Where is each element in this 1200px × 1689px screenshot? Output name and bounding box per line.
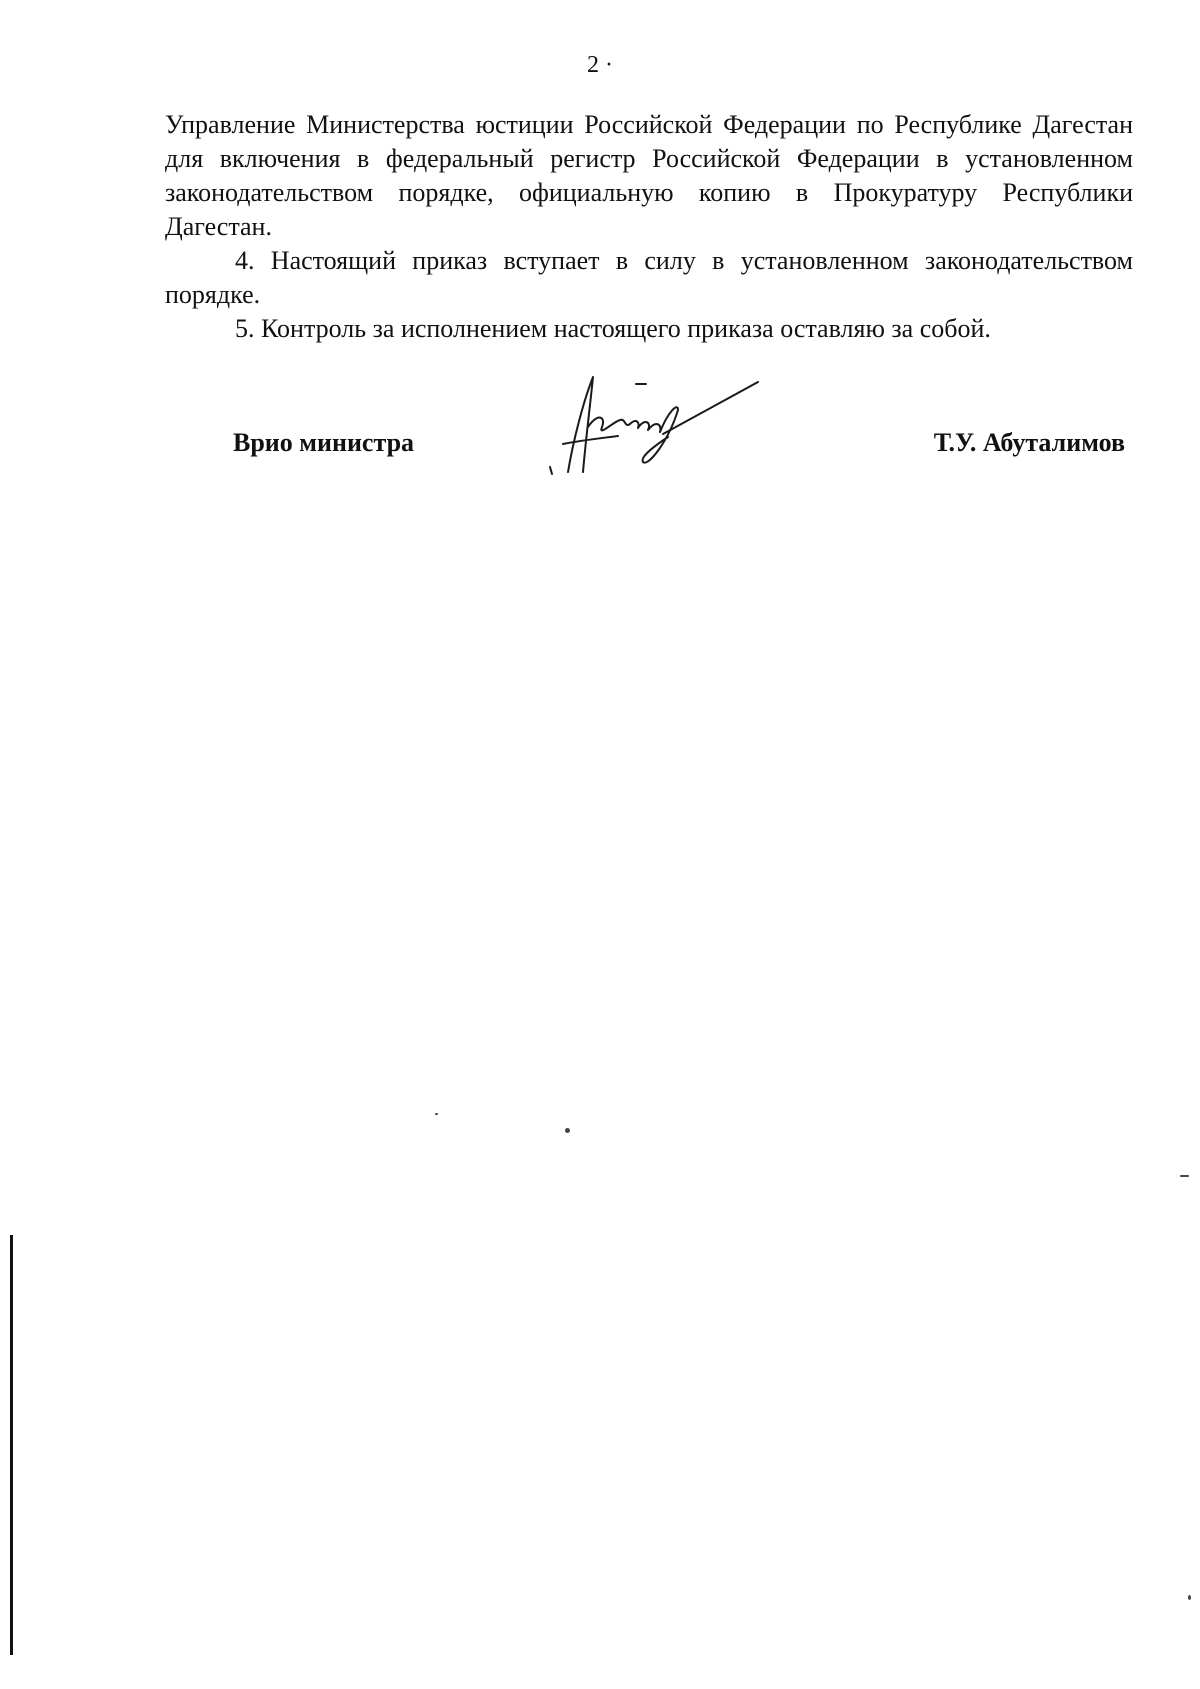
signer-title: Врио министра (233, 428, 415, 457)
scan-speck (1180, 1175, 1189, 1177)
paragraph-item-4: 4. Настоящий приказ вступает в силу в установленном законодательством порядке. (165, 246, 1133, 309)
page-number: 2 · (587, 52, 613, 78)
paragraph-item-5: 5. Контроль за исполнением настоящего приказа оставляю за собой. (235, 314, 991, 343)
scan-edge-line (10, 1235, 13, 1655)
scan-speck (565, 1128, 570, 1133)
document-body (165, 108, 1133, 346)
paragraph-continuation: Управление Министерства юстиции Российской Федерации по Республике Дагестан для включения в федеральный регистр Российской Федерации в установленном законодательством порядке, официальную копию в Прокуратуру Республики Дагестан. (165, 110, 1133, 241)
scan-speck (435, 1113, 438, 1115)
signer-name: Т.У. Абуталимов (933, 428, 1125, 457)
handwritten-signature (528, 372, 768, 482)
scan-speck (1188, 1595, 1191, 1600)
